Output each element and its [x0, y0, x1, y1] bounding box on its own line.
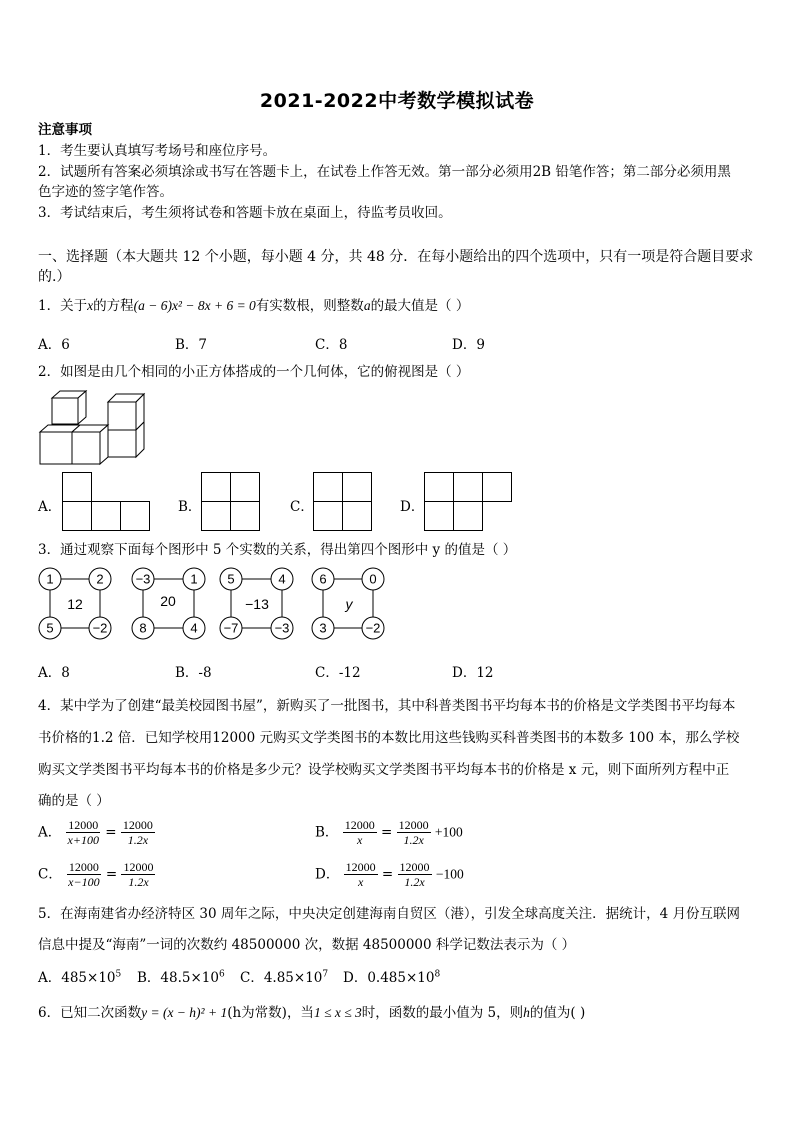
q1-prefix: 1．关于 — [38, 298, 88, 314]
notice-item-3: 3．考试结束后，考生须将试卷和答题卡放在桌面上，待监考员收回。 — [38, 205, 452, 221]
q4-d-right-den: 1.2x — [404, 875, 425, 889]
q4-d-left-num: 12000 — [345, 860, 376, 874]
q2-option-b-grid — [201, 472, 263, 532]
q2-option-d-grid — [424, 472, 516, 532]
page-title: 2021-2022中考数学模拟试卷 — [259, 90, 535, 112]
q4-option-c-label: C． — [38, 866, 62, 883]
q4-c-right-den: 1.2x — [128, 875, 149, 889]
q3-figure-3 — [220, 568, 293, 639]
question-6 — [38, 1004, 585, 1022]
q4-b-left-den: x — [357, 833, 363, 847]
q4-a-right-den: 1.2x — [127, 833, 149, 847]
q3-option-b: B．-8 — [175, 665, 212, 681]
q5-option-c — [240, 966, 328, 986]
q1-var-a: a — [363, 298, 371, 313]
question-4-line-1: 4．某中学为了创建“最美校园图书屋”，新购买了一批图书，其中科普类图书平均每本书的价格是文学类图书平均每本 — [38, 698, 736, 714]
cube-solid-figure — [38, 390, 150, 470]
q5-option-b — [137, 966, 225, 986]
q3-fig2-tl: −3 — [135, 571, 151, 587]
q3-fig1-tr: 2 — [96, 571, 104, 587]
q3-fig3-bl: −7 — [223, 620, 239, 636]
question-1 — [38, 297, 469, 315]
q4-option-d-label: D． — [315, 866, 340, 883]
q3-fig2-br: 4 — [190, 620, 198, 636]
q3-fig2-bl: 8 — [139, 620, 147, 636]
q4-option-a-label: A． — [38, 824, 62, 841]
q4-d-left-den: x — [357, 875, 364, 889]
q3-fig4-br: −2 — [365, 620, 381, 636]
q2-option-b-label: B． — [178, 499, 202, 515]
q5-c-exp: 7 — [322, 969, 329, 980]
q5-b-exp: 6 — [218, 969, 225, 980]
q3-fig4-tl: 6 — [319, 571, 327, 587]
q4-a-left-den: x+100 — [67, 833, 99, 847]
question-5-line-1: 5．在海南建省办经济特区 30 周年之际，中央决定创建海南自贸区（港），引发全球高度关注．据统计，4 月份互联网 — [38, 906, 740, 922]
q3-figure-4 — [312, 568, 384, 639]
q4-c-right-num: 12000 — [123, 860, 154, 874]
section-heading-cont: 的.） — [38, 269, 71, 285]
q3-option-c: C．-12 — [315, 665, 361, 681]
question-4-line-2: 书价格的1.2 倍．已知学校用12000 元购买文学类图书的本数比用这些钱购买科普类图书的本数多 100 本，那么学校 — [38, 730, 740, 746]
q2-option-c-label: C． — [290, 499, 314, 515]
q1-mid: 的方程 — [93, 298, 134, 314]
q4-c-left-den: x−100 — [68, 875, 100, 889]
section-heading: 一、选择题（本大题共 12 个小题，每小题 4 分，共 48 分．在每小题给出的四个选项中，只有一项是符合题目要求 — [38, 249, 754, 265]
q4-b-tail: +100 — [434, 824, 463, 840]
question-3: 3．通过观察下面每个图形中 5 个实数的关系，得出第四个图形中 y 的值是（ ） — [38, 542, 517, 558]
q3-option-d: D．12 — [452, 665, 494, 681]
q3-fig3-br: −3 — [274, 620, 290, 636]
notice-item-2: 2．试题所有答案必须填涂或书写在答题卡上，在试卷上作答无效。第一部分必须用2B 铅笔作答；第二部分必须用黑 — [38, 164, 731, 180]
q5-option-d — [343, 966, 440, 986]
q4-d-tail: −100 — [435, 866, 464, 882]
q1-option-a: A．6 — [38, 337, 70, 353]
q4-b-right-den: 1.2x — [403, 833, 424, 847]
q1-equation: (a − 6)x² − 8x + 6 = 0 — [133, 298, 256, 313]
q1-suffix: 有实数根，则整数 — [255, 298, 364, 314]
q6-end: 的值为( ) — [529, 1005, 586, 1021]
q6-prefix: 6．已知二次函数 — [38, 1005, 142, 1021]
q6-function: y = (x − h)² + 1 — [141, 1005, 228, 1020]
question-4-line-3: 购买文学类图书平均每本书的价格是多少元？设学校购买文学类图书平均每本书的价格是 x 元，则下面所列方程中正 — [38, 762, 730, 778]
q3-fig4-tr: 0 — [369, 571, 377, 587]
q3-figure-1 — [39, 568, 111, 639]
q5-d-base: D．0.485×10 — [343, 970, 435, 986]
q3-fig1-bl: 5 — [46, 620, 54, 636]
q1-var-x: x — [87, 298, 94, 313]
q3-fig1-br: −2 — [92, 620, 108, 636]
q6-mid: ，当 — [286, 1005, 314, 1021]
q3-fig3-tr: 4 — [278, 571, 286, 587]
q5-c-base: C．4.85×10 — [240, 970, 323, 986]
notice-item-1: 1．考生要认真填写考场号和座位序号。 — [38, 143, 277, 159]
q2-option-d-label: D． — [400, 499, 425, 515]
q4-a-right-num: 12000 — [122, 818, 153, 832]
q4-d-right-num: 12000 — [399, 860, 430, 874]
q4-option-a: A． $\frac{12000}{x+100}$ = $\frac{12000}{1.2x}$ — [38, 818, 153, 847]
q3-fig2-tr: 1 — [190, 571, 198, 587]
question-2: 2．如图是由几个相同的小正方体搭成的一个几何体，它的俯视图是（ ） — [38, 364, 470, 380]
q3-fig3-center: −13 — [245, 596, 269, 612]
q3-fig1-tl: 1 — [46, 571, 54, 587]
q4-b-left-num: 12000 — [344, 818, 375, 832]
notice-item-2-cont: 色字迹的签字笔作答。 — [38, 184, 173, 200]
q1-end: 的最大值是（ ） — [370, 298, 470, 314]
q3-fig2-center: 20 — [160, 593, 176, 609]
question-4-line-4: 确的是（ ） — [38, 793, 110, 809]
q2-option-a-grid — [62, 472, 152, 532]
q4-option-b-label: B． — [315, 824, 339, 841]
q3-fig4-bl: 3 — [319, 620, 327, 636]
notice-heading: 注意事项 — [38, 122, 92, 138]
q4-a-left-num: 12000 — [68, 818, 99, 832]
q6-param-note: (h为常数) — [227, 1005, 287, 1021]
q5-option-a — [38, 966, 121, 986]
q5-a-base: A．485×10 — [38, 970, 116, 986]
q3-figure-2 — [132, 568, 205, 639]
q4-option-b: B． $\frac{12000}{x}$ = $\frac{12000}{1.2x}$ +100 — [315, 818, 463, 847]
q2-option-c-grid — [313, 472, 375, 532]
q6-var-h: h — [523, 1005, 530, 1020]
q1-option-b: B．7 — [175, 337, 208, 353]
q3-fig4-center: y — [345, 596, 353, 612]
q3-fig1-center: 12 — [67, 596, 83, 612]
q3-figures — [36, 566, 396, 642]
q6-range: 1 ≤ x ≤ 3 — [313, 1005, 362, 1020]
q3-fig3-tl: 5 — [227, 571, 235, 587]
q1-option-c: C．8 — [315, 337, 348, 353]
q5-b-base: B．48.5×10 — [137, 970, 219, 986]
q6-suffix: 时，函数的最小值为 5，则 — [361, 1005, 524, 1021]
q4-option-c: C． $\frac{12000}{x-100}$ = $\frac{12000}{1.2x}$ — [38, 860, 154, 889]
question-5-line-2: 信息中提及“海南”一词的次数约 48500000 次，数据 48500000 科学记数法表示为（ ） — [38, 937, 576, 953]
q5-d-exp: 8 — [434, 969, 441, 980]
q4-c-left-num: 12000 — [68, 860, 99, 874]
q4-b-right-num: 12000 — [398, 818, 429, 832]
q5-a-exp: 5 — [115, 969, 122, 980]
q2-option-a-label: A． — [38, 499, 62, 515]
q3-option-a: A．8 — [38, 665, 70, 681]
q1-option-d: D．9 — [452, 337, 485, 353]
q4-option-d: D． $\frac{12000}{x}$ = $\frac{12000}{1.2x}$ −100 — [315, 860, 464, 889]
